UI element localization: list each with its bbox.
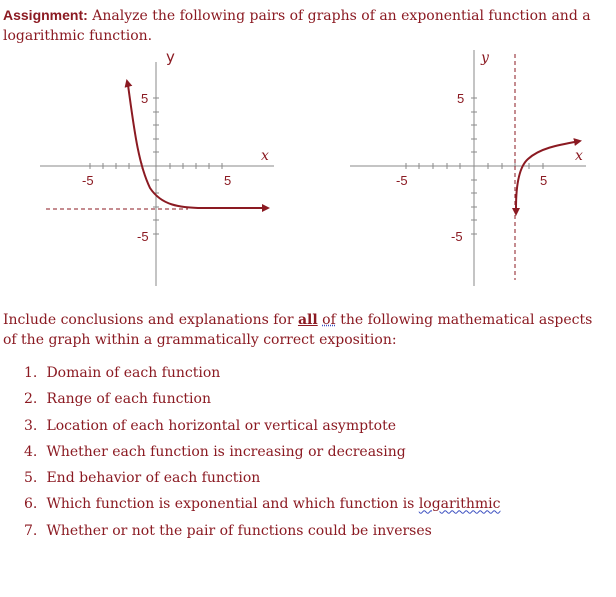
instructions-emphasis: all [297,312,318,328]
assignment-text: Analyze the following pairs of graphs of an exponential function and a logarithmic function. [3,8,591,44]
graph-exponential-svg [38,48,278,288]
exponential-curve-up-arrow [127,81,128,85]
list-item: 6. Which function is exponential and which function is logarithmic [24,496,501,513]
instructions-of-word: of [322,312,336,328]
list-item: 5. End behavior of each function [24,470,261,487]
aspects-list [24,362,500,546]
x-tick-label-pos: 5 [224,173,232,188]
list-item: 4. Whether each function is increasing or decreasing [24,443,406,460]
y-axis-name: y [166,48,175,66]
y-axis-name: y [481,50,489,66]
list-item: 1. Domain of each function [24,365,221,381]
graph-logarithmic-svg [350,48,590,288]
logarithmic-curve [516,141,580,208]
exponential-curve [128,85,268,208]
graph-exponential [38,48,278,288]
list-item: 7. Whether or not the pair of functions could be inverses [24,522,432,539]
instructions-before: Include conclusions and explanations for [3,312,298,328]
y-tick-label-pos: 5 [141,91,149,106]
y-tick-label-neg: -5 [137,229,149,244]
x-tick-label-neg: -5 [396,173,408,188]
list-item: 3. Location of each horizontal or vertical asymptote [24,417,397,434]
assignment-label: Assignment: [3,7,88,23]
list-item: 2. Range of each function [24,391,211,408]
instructions-paragraph [3,310,608,350]
graph-logarithmic [350,48,590,288]
assignment-paragraph [3,5,603,46]
y-tick-label-pos: 5 [457,91,465,106]
instructions-after: the following mathematical aspects of the graph within a grammatically correct exposition: [3,312,593,348]
x-tick-label-pos: 5 [540,173,548,188]
spellcheck-word: logarithmic [418,496,501,513]
x-tick-label-neg: -5 [82,173,94,188]
x-axis-name: x [575,148,583,164]
x-axis-name: x [261,148,269,164]
y-tick-label-neg: -5 [451,229,463,244]
